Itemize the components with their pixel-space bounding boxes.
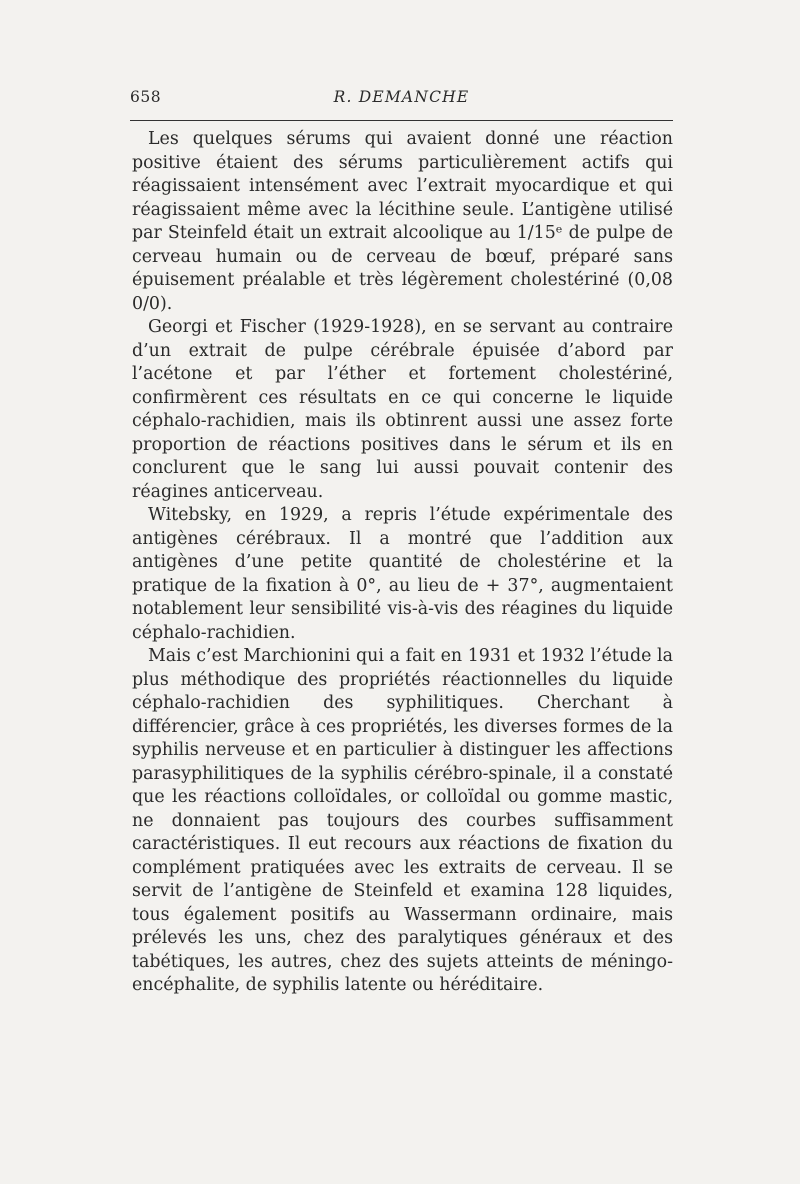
- body-text: [132, 128, 673, 998]
- paragraph-2: Georgi et Fischer (1929-1928), en se servant au contraire d’un extrait de pulpe cérébrale épuisée d’abord par l’acétone et par l’éther et fortement cholestériné, confirmèrent ces résultats en ce qui concerne le liquide céphalo-rachidien, mais ils obtinrent aussi une assez forte proportion de réactions positives dans le sérum et ils en conclurent que le sang lui aussi pouvait contenir des réagines anticerveau.: [132, 317, 673, 502]
- running-head: [130, 88, 673, 112]
- paragraph-3: Witebsky, en 1929, a repris l’étude expérimentale des antigènes cérébraux. Il a montré que l’addition aux antigènes d’une petite quantité de cholestérine et la pratique de la fixation à 0°, au lieu de + 37°, augmentaient notablement leur sensibilité vis-à-vis des réagines du liquide céphalo-rachidien.: [132, 505, 673, 643]
- header-rule: [130, 120, 673, 121]
- running-head-author: R. DEMANCHE: [333, 88, 470, 106]
- paragraph-4: Mais c’est Marchionini qui a fait en 1931 et 1932 l’étude la plus méthodique des propriétés réactionnelles du liquide céphalo-rachidien des syphilitiques. Cherchant à différencier, grâce à ces propriétés, les diverses formes de la syphilis nerveuse et en particulier à distinguer les affections parasyphilitiques de la syphilis cérébro-spinale, il a constaté que les réactions colloïdales, or colloïdal ou gomme mastic, ne donnaient pas toujours des courbes suffisamment caractéristiques. Il eut recours aux réactions de fixation du complément pratiquées avec les extraits de cerveau. Il se servit de l’antigène de Steinfeld et examina 128 liquides, tous également positifs au Wassermann ordinaire, mais prélevés les uns, chez des paralytiques généraux et des tabétiques, les autres, chez des sujets atteints de méningo-encéphalite, de syphilis latente ou héréditaire.: [132, 646, 673, 995]
- page-number: 658: [130, 88, 162, 106]
- paragraph-1: Les quelques sérums qui avaient donné une réaction positive étaient des sérums particulièrement actifs qui réagissaient intensément avec l’extrait myocardique et qui réagissaient même avec la lécithine seule. L’antigène utilisé par Steinfeld était un extrait alcoolique au 1/15ᵉ de pulpe de cerveau humain ou de cerveau de bœuf, préparé sans épuisement préalable et très légèrement cholestériné (0,08 0/0).: [132, 129, 673, 314]
